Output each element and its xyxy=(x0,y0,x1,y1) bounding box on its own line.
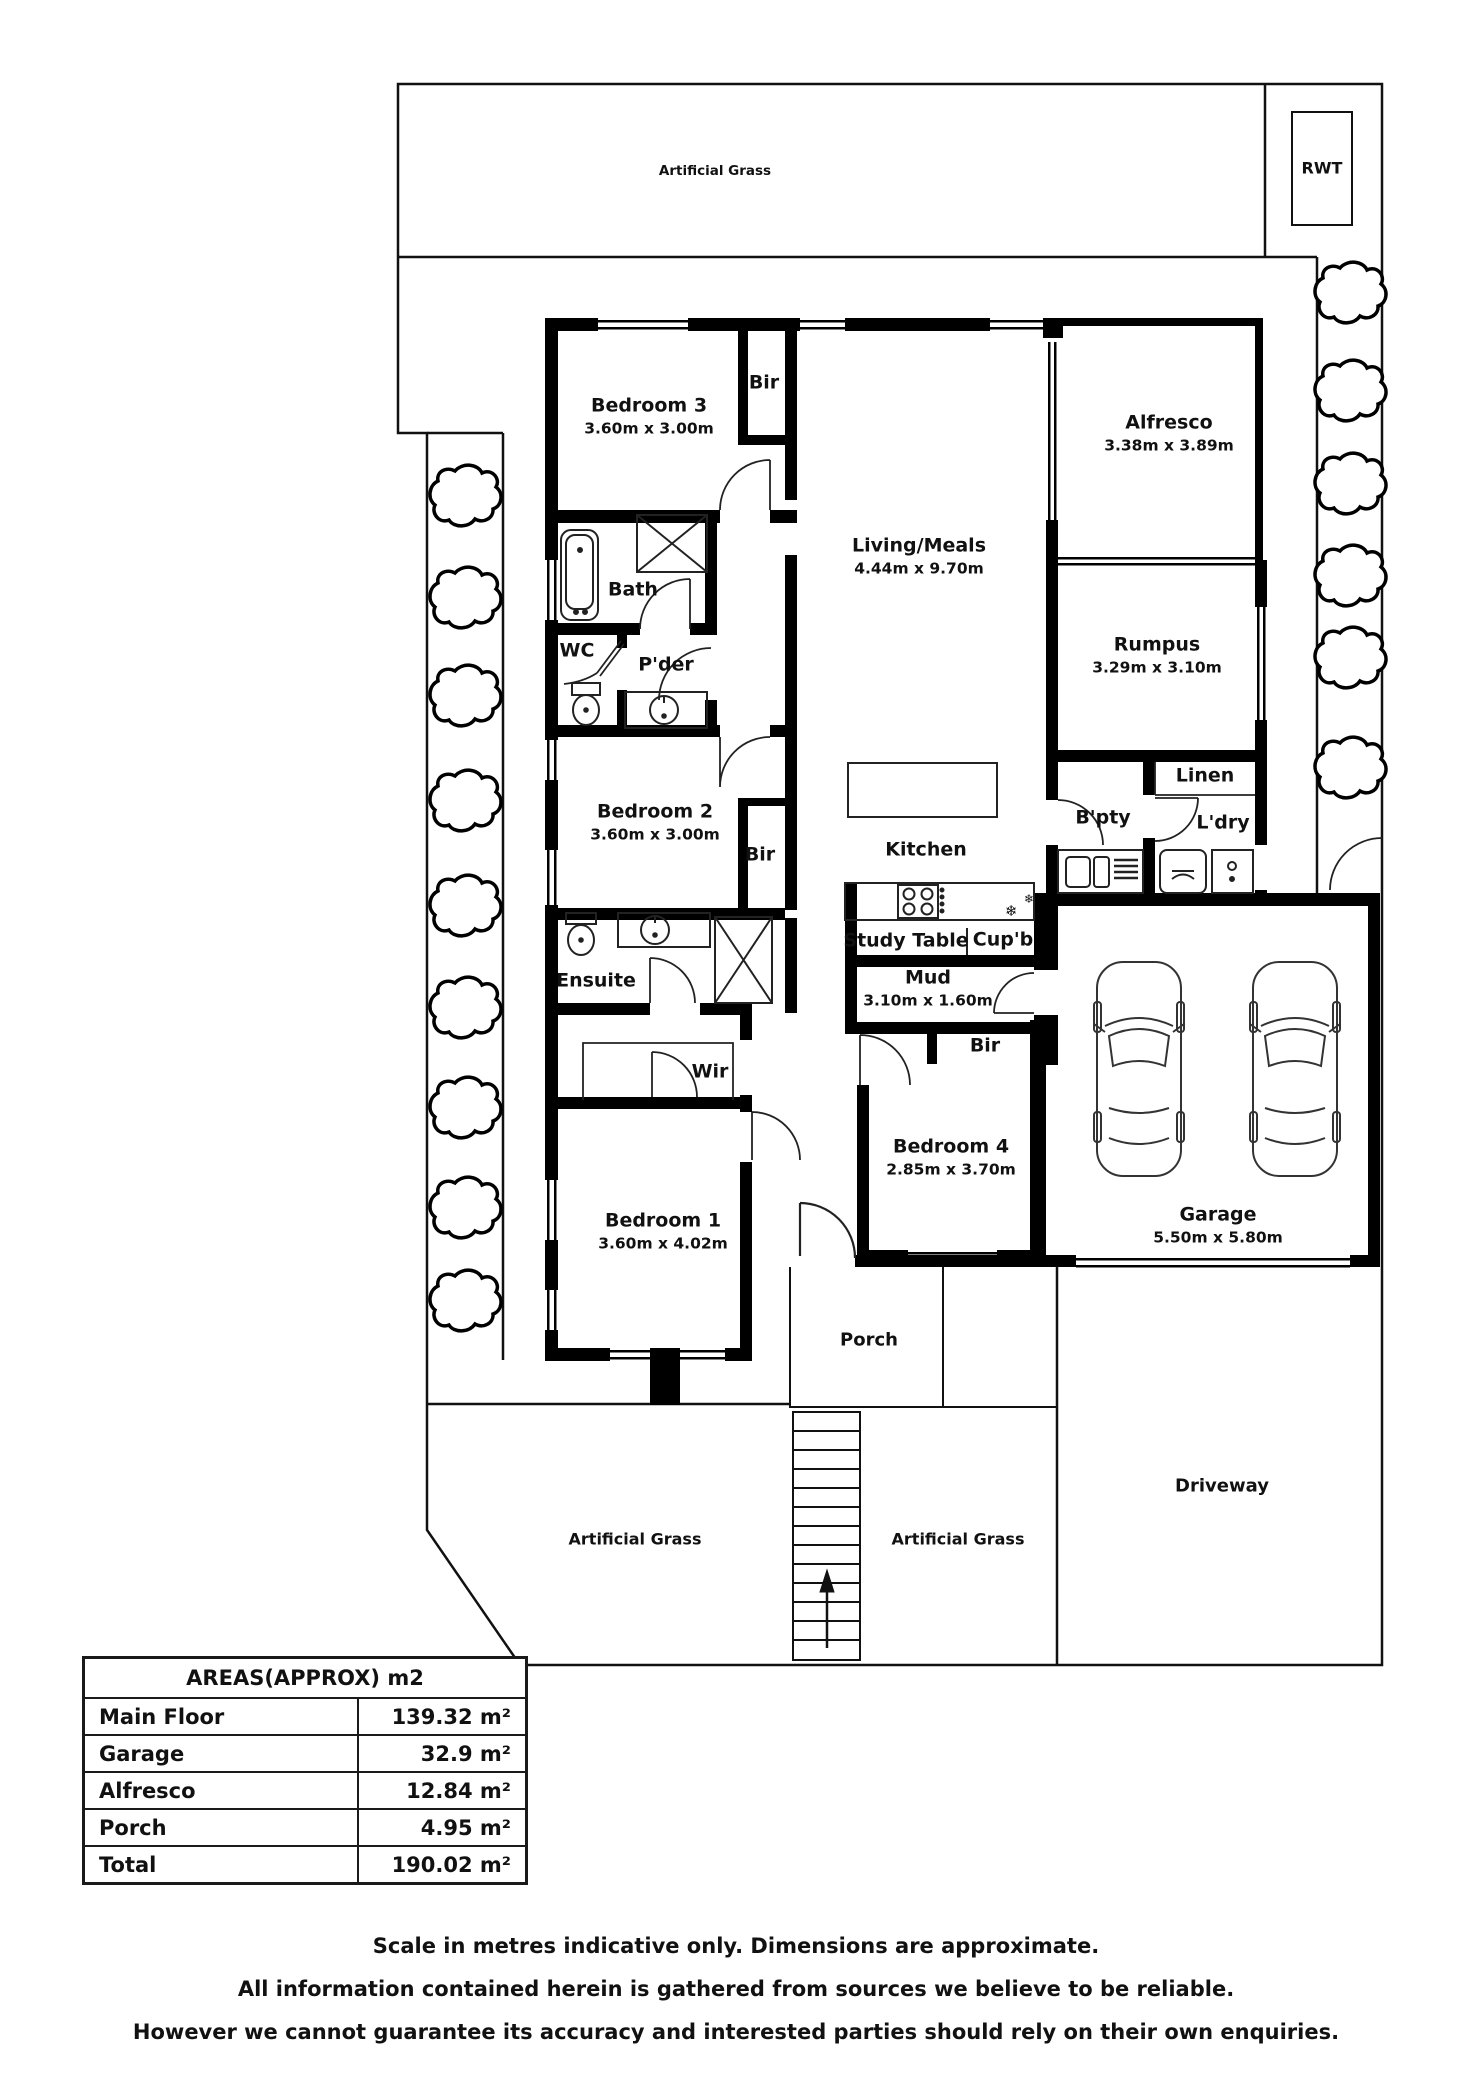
table-row: Total 190.02 m² xyxy=(85,1845,525,1882)
bath-fixtures xyxy=(561,515,707,620)
room-label-alfresco: Alfresco 3.38m x 3.89m xyxy=(1104,411,1234,455)
table-row: Porch 4.95 m² xyxy=(85,1808,525,1845)
room-label-bedroom1: Bedroom 1 3.60m x 4.02m xyxy=(598,1209,728,1253)
grass-bottom-left-label: Artificial Grass xyxy=(568,1529,702,1549)
disclaimer-line-2: All information contained herein is gathered from sources we believe to be reliable. xyxy=(237,1977,1235,2001)
fridge-icon: ❄ xyxy=(1005,902,1018,920)
table-row: Garage 32.9 m² xyxy=(85,1734,525,1771)
room-label-bath: Bath xyxy=(608,578,658,601)
powder-fixtures xyxy=(625,692,707,728)
fridge-icon: ❄ xyxy=(1024,892,1035,906)
grass-top-label: Artificial Grass xyxy=(658,163,772,180)
north-arrow-icon xyxy=(820,1570,834,1648)
porch-outline xyxy=(790,1267,1057,1407)
room-label-bir2: Bir xyxy=(744,843,776,866)
room-label-pder: P'der xyxy=(638,653,694,676)
room-label-mud: Mud 3.10m x 1.60m xyxy=(863,966,993,1010)
room-label-ldry: L'dry xyxy=(1196,811,1250,834)
driveway-label: Driveway xyxy=(1175,1475,1269,1497)
room-label-ensuite: Ensuite xyxy=(556,969,636,992)
room-label-garage: Garage 5.50m x 5.80m xyxy=(1153,1203,1283,1247)
table-row: Main Floor 139.32 m² xyxy=(85,1697,525,1734)
car-icon xyxy=(1250,962,1340,1176)
room-label-bir4: Bir xyxy=(969,1034,1001,1057)
room-label-linen: Linen xyxy=(1175,764,1235,787)
table-row: Alfresco 12.84 m² xyxy=(85,1771,525,1808)
disclaimer-line-3: However we cannot guarantee its accuracy and interested parties should rely on their own enquiries. xyxy=(132,2020,1340,2044)
room-label-rumpus: Rumpus 3.29m x 3.10m xyxy=(1092,633,1222,677)
room-label-bpty: B'pty xyxy=(1075,806,1131,829)
disclaimer-line-1: Scale in metres indicative only. Dimensions are approximate. xyxy=(372,1934,1100,1958)
room-label-kitchen: Kitchen xyxy=(885,838,967,861)
areas-table-title: AREAS(APPROX) m2 xyxy=(186,1666,424,1690)
room-label-bedroom3: Bedroom 3 3.60m x 3.00m xyxy=(584,394,714,438)
porch-label: Porch xyxy=(840,1329,898,1351)
room-label-wc: WC xyxy=(559,639,595,662)
room-label-wir: Wir xyxy=(691,1060,729,1083)
grass-bottom-center-label: Artificial Grass xyxy=(891,1529,1025,1549)
rwt-label: RWT xyxy=(1301,158,1343,178)
room-label-bedroom2: Bedroom 2 3.60m x 3.00m xyxy=(590,800,720,844)
areas-table xyxy=(82,1656,528,1885)
wc-fixture xyxy=(572,683,600,725)
room-label-study-table: Study Table xyxy=(843,929,969,952)
car-icon xyxy=(1094,962,1184,1176)
room-label-living: Living/Meals 4.44m x 9.70m xyxy=(851,534,987,578)
room-label-cupb: Cup'b xyxy=(972,928,1034,951)
room-label-bir3: Bir xyxy=(748,371,780,394)
room-label-bedroom4: Bedroom 4 2.85m x 3.70m xyxy=(886,1135,1016,1179)
